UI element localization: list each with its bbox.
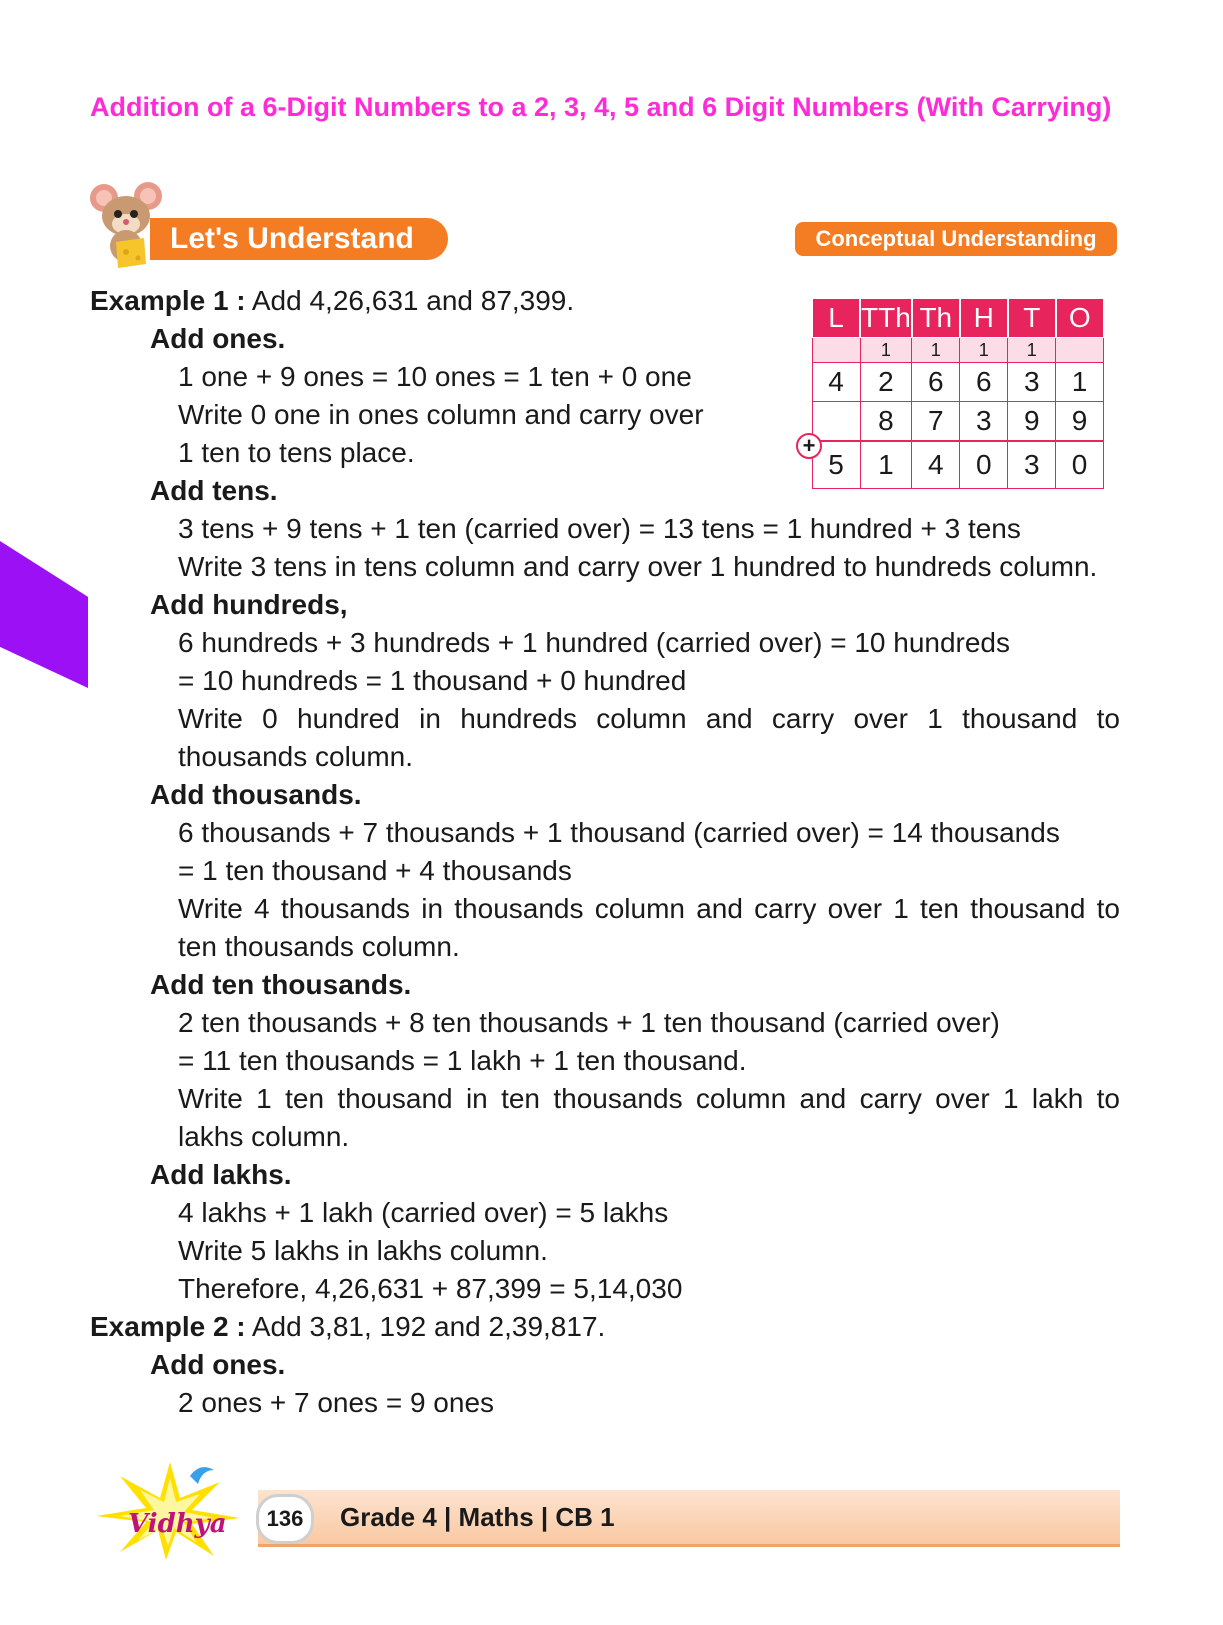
svg-text:Vidhya: Vidhya (128, 1509, 227, 1539)
step-text: Therefore, 4,26,631 + 87,399 = 5,14,030 (178, 1273, 683, 1304)
conceptual-understanding-badge: Conceptual Understanding (795, 222, 1117, 256)
step-text: 1 ten to tens place. (178, 437, 415, 468)
header-thousands: Th (912, 299, 960, 338)
section-heading: Addition of a 6-Digit Numbers to a 2, 3, 4, 5 and 6 Digit Numbers (With Carrying) (90, 92, 1112, 122)
digit-cell: 9 (1008, 402, 1056, 442)
step-heading: Add ones. (150, 1349, 286, 1380)
digit-cell: 7 (912, 402, 960, 442)
step-text: = 10 hundreds = 1 thousand + 0 hundred (178, 665, 687, 696)
step-heading: Add tens. (150, 475, 278, 506)
step-text: Write 0 hundred in hundreds column and carry over 1 thousand to thousands column. (178, 703, 1120, 772)
example-text: Add 4,26,631 and 87,399. (245, 285, 575, 316)
digit-cell: 4 (812, 363, 860, 402)
digit-cell: 2 (860, 363, 912, 402)
step-text: Write 4 thousands in thousands column and carry over 1 ten thousand to ten thousands column. (178, 893, 1120, 962)
worked-examples (90, 282, 1120, 1422)
digit-cell: 6 (912, 363, 960, 402)
step-heading: Add hundreds, (150, 589, 348, 620)
sum-cell: 0 (960, 441, 1008, 489)
lets-understand-banner: Let's Understand (150, 218, 448, 260)
plus-sign-icon: + (796, 433, 822, 459)
step-heading: Add thousands. (150, 779, 362, 810)
header-ten-thousands: TTh (860, 299, 912, 338)
step-text: Write 0 one in ones column and carry over (178, 399, 704, 430)
digit-cell: 8 (860, 402, 912, 442)
vidhya-logo (90, 1460, 260, 1560)
example-label: Example 2 : (90, 1311, 246, 1342)
sum-cell: 4 (912, 441, 960, 489)
step-text: Write 5 lakhs in lakhs column. (178, 1235, 548, 1266)
header-tens: T (1008, 299, 1056, 338)
step-text: 6 hundreds + 3 hundreds + 1 hundred (carried over) = 10 hundreds (178, 627, 1011, 658)
example-label: Example 1 : (90, 285, 246, 316)
step-text: 2 ten thousands + 8 ten thousands + 1 ten thousand (carried over) (178, 1007, 1000, 1038)
step-text: 2 ones + 7 ones = 9 ones (178, 1387, 495, 1418)
digit-cell: 6 (960, 363, 1008, 402)
step-text: 3 tens + 9 tens + 1 ten (carried over) = 13 tens = 1 hundred + 3 tens (178, 513, 1021, 544)
step-heading: Add ones. (150, 323, 286, 354)
header-hundreds: H (960, 299, 1008, 338)
example-1-title (90, 282, 1120, 320)
digit-cell: 3 (960, 402, 1008, 442)
digit-cell: 1 (1056, 363, 1104, 402)
step-text: 1 one + 9 ones = 10 ones = 1 ten + 0 one (178, 361, 692, 392)
step-text: = 1 ten thousand + 4 thousands (178, 855, 572, 886)
step-text: 6 thousands + 7 thousands + 1 thousand (carried over) = 14 thousands (178, 817, 1060, 848)
step-text: Write 3 tens in tens column and carry over 1 hundred to hundreds column. (178, 551, 1098, 582)
carry-cell: 1 (912, 338, 960, 363)
sum-cell: 1 (860, 441, 912, 489)
side-tab (0, 541, 88, 688)
page-number: 136 (256, 1494, 314, 1544)
digit-cell: 9 (1056, 402, 1104, 442)
step-heading: Add ten thousands. (150, 969, 412, 1000)
step-text: 4 lakhs + 1 lakh (carried over) = 5 lakhs (178, 1197, 669, 1228)
sum-cell: 0 (1056, 441, 1104, 489)
digit-cell: 3 (1008, 363, 1056, 402)
step-heading: Add lakhs. (150, 1159, 292, 1190)
header-lakhs: L (812, 299, 860, 338)
sum-cell: 5 (812, 441, 860, 489)
sum-cell: 3 (1008, 441, 1056, 489)
carry-cell: 1 (960, 338, 1008, 363)
carry-cell: 1 (1008, 338, 1056, 363)
example-text: Add 3,81, 192 and 2,39,817. (245, 1311, 606, 1342)
example-2-title (90, 1308, 1120, 1346)
step-text: = 11 ten thousands = 1 lakh + 1 ten thousand. (178, 1045, 747, 1076)
header-ones: O (1056, 299, 1104, 338)
carry-cell: 1 (860, 338, 912, 363)
footer-title: Grade 4 | Maths | CB 1 (340, 1502, 615, 1532)
step-text: Write 1 ten thousand in ten thousands column and carry over 1 lakh to lakhs column. (178, 1083, 1120, 1152)
